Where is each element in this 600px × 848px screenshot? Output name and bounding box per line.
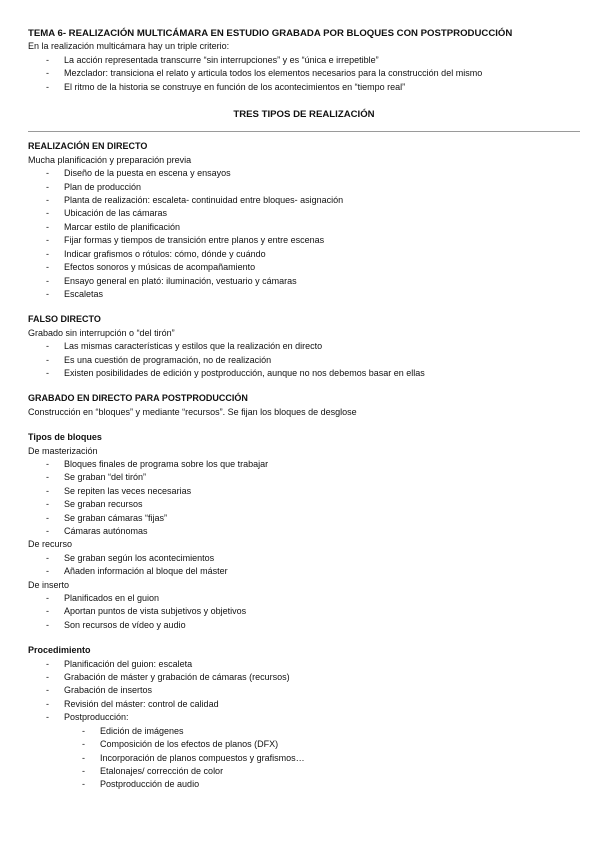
list-item: - Marcar estilo de planificación	[28, 221, 580, 234]
list-item: - Composición de los efectos de planos (DFX)	[28, 738, 580, 751]
list-item: - Ubicación de las cámaras	[28, 207, 580, 220]
list-item: - Escaletas	[28, 288, 580, 301]
list-item: - Etalonajes/ corrección de color	[28, 765, 580, 778]
directo-heading: REALIZACIÓN EN DIRECTO	[28, 141, 148, 152]
procedimiento-list	[28, 658, 580, 725]
spacer	[28, 632, 580, 644]
list-item: - Fijar formas y tiempos de transición entre planos y entre escenas	[28, 234, 580, 247]
list-item: - Diseño de la puesta en escena y ensayos	[28, 167, 580, 180]
list-item: - Se graban recursos	[28, 498, 580, 511]
falso-heading: FALSO DIRECTO	[28, 314, 101, 325]
list-item: - Incorporación de planos compuestos y grafismos…	[28, 752, 580, 765]
postproduccion-list	[28, 725, 580, 792]
directo-subtitle: Mucha planificación y preparación previa	[28, 154, 192, 165]
list-item: - Se graban cámaras “fijas”	[28, 512, 580, 525]
list-item: - Grabación de insertos	[28, 684, 580, 697]
list-item: - Planta de realización: escaleta- continuidad entre bloques- asignación	[28, 194, 580, 207]
inserto-label: De inserto	[28, 579, 70, 590]
grabado-heading: GRABADO EN DIRECTO PARA POSTPRODUCCIÓN	[28, 393, 248, 404]
list-item: - Cámaras autónomas	[28, 525, 580, 538]
recurso-label: De recurso	[28, 539, 73, 550]
list-item: - Edición de imágenes	[28, 725, 580, 738]
list-item: - Se repiten las veces necesarias	[28, 485, 580, 498]
spacer	[28, 301, 580, 313]
falso-list	[28, 340, 580, 380]
section-divider	[28, 131, 580, 132]
list-item: - Se graban según los acontecimientos	[28, 552, 580, 565]
list-item: - Es una cuestión de programación, no de realización	[28, 354, 580, 367]
list-item: - Añaden información al bloque del máster	[28, 565, 580, 578]
list-item: - Revisión del máster: control de calidad	[28, 698, 580, 711]
inserto-list	[28, 592, 580, 632]
document-title: TEMA 6- REALIZACIÓN MULTICÁMARA EN ESTUDIO GRABADA POR BLOQUES CON POSTPRODUCCIÓN	[28, 28, 513, 39]
list-item: - Las mismas características y estilos que la realización en directo	[28, 340, 580, 353]
falso-subtitle: Grabado sin interrupción o “del tirón”	[28, 327, 175, 338]
list-item: - Postproducción:	[28, 711, 580, 724]
intro-text: En la realización multicámara hay un triple criterio:	[28, 41, 230, 52]
list-item: - Planificados en el guion	[28, 592, 580, 605]
list-item: - La acción representada transcurre “sin interrupciones” y es “única e irrepetible”	[28, 54, 580, 67]
list-item: - Efectos sonoros y músicas de acompañamiento	[28, 261, 580, 274]
recurso-list	[28, 552, 580, 579]
criteria-list	[28, 54, 580, 94]
list-item: - Bloques finales de programa sobre los que trabajar	[28, 458, 580, 471]
list-item: - Postproducción de audio	[28, 778, 580, 791]
list-item: - Grabación de máster y grabación de cámaras (recursos)	[28, 671, 580, 684]
directo-list	[28, 167, 580, 301]
list-item: - Se graban “del tirón”	[28, 471, 580, 484]
spacer	[28, 419, 580, 431]
list-item: - Aportan puntos de vista subjetivos y objetivos	[28, 605, 580, 618]
bloques-heading: Tipos de bloques	[28, 432, 102, 443]
list-item: - Son recursos de vídeo y audio	[28, 619, 580, 632]
list-item: - El ritmo de la historia se construye en función de los acontecimientos en “tiempo real”	[28, 81, 580, 94]
types-title: TRES TIPOS DE REALIZACIÓN	[233, 109, 375, 121]
list-item: - Existen posibilidades de edición y postproducción, aunque no nos debemos basar en ellas	[28, 367, 580, 380]
list-item: - Plan de producción	[28, 181, 580, 194]
masterizacion-label: De masterización	[28, 445, 98, 456]
list-item: - Mezclador: transiciona el relato y articula todos los elementos necesarios para la construcción del mismo	[28, 67, 580, 80]
procedimiento-heading: Procedimiento	[28, 645, 91, 656]
list-item: - Indicar grafismos o rótulos: cómo, dónde y cuándo	[28, 248, 580, 261]
list-item: - Planificación del guion: escaleta	[28, 658, 580, 671]
list-item: - Ensayo general en plató: iluminación, vestuario y cámaras	[28, 275, 580, 288]
masterizacion-list	[28, 458, 580, 538]
spacer	[28, 380, 580, 392]
grabado-subtitle: Construcción en “bloques” y mediante “recursos”. Se fijan los bloques de desglose	[28, 406, 357, 417]
